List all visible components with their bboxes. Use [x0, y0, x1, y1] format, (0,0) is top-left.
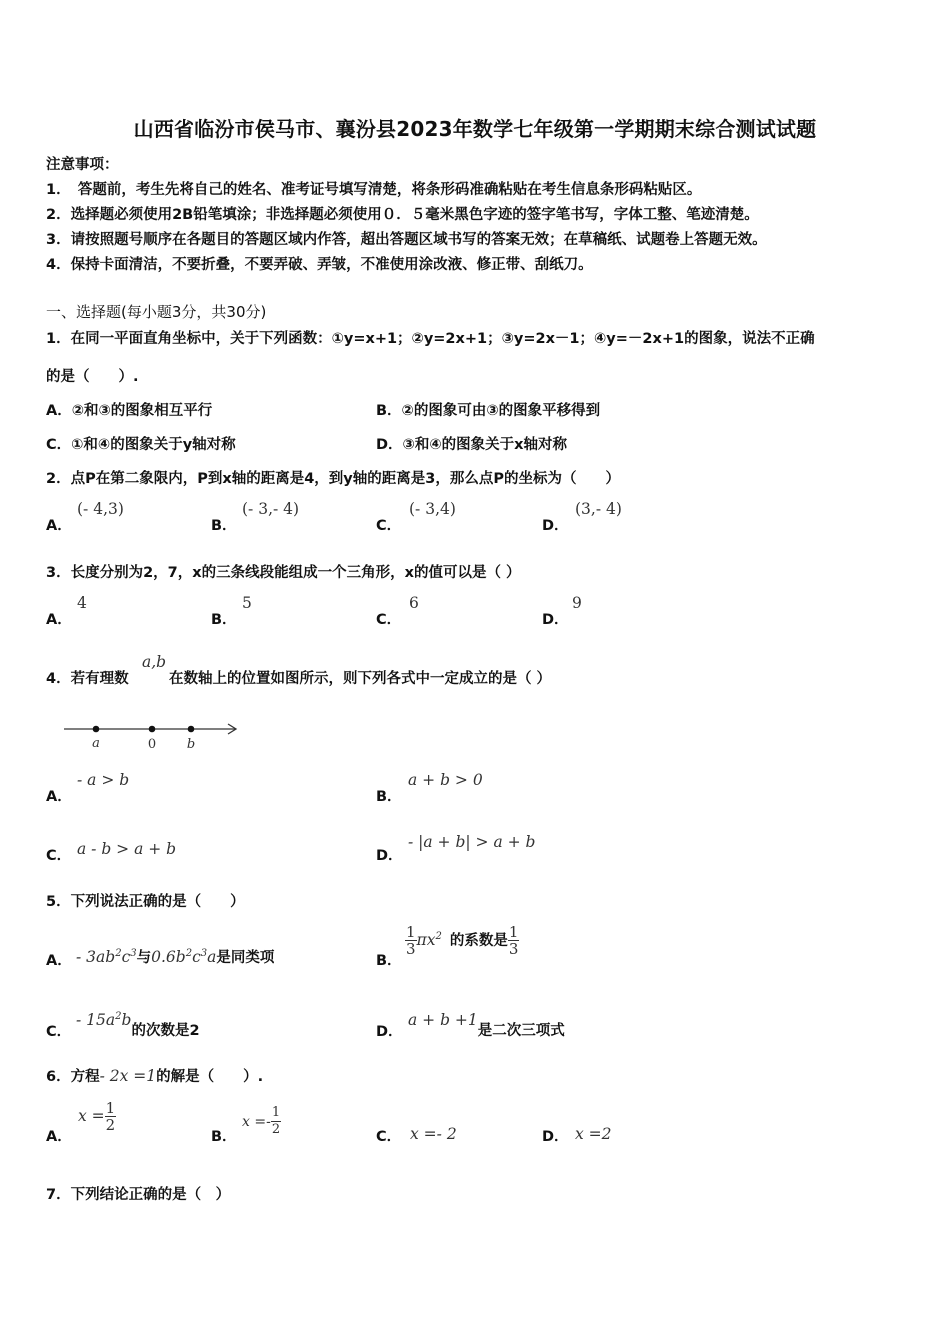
expr-pi-x2: $\pi x^2$ [416, 930, 442, 949]
q6-label-a: A． [46, 1129, 72, 1145]
expr-06b2c3a: $0.6b^2c^3a$ [151, 947, 217, 966]
q6-option-d: x =2 [575, 1125, 612, 1143]
q4-stem-variables: a,b [142, 653, 167, 671]
note-item: 2．选择题必须使用2B铅笔填涂；非选择题必须使用０．５毫米黑色字迹的签字笔书写，字体工整、笔迹清楚。 [46, 207, 759, 223]
q3-stem: 3．长度分别为2，7，x的三条线段能组成一个三角形，x的值可以是（ ） [46, 565, 521, 581]
q2-label-c: C． [376, 518, 402, 534]
q5-label-d: D． [376, 1024, 403, 1040]
q3-option-a: 4 [77, 594, 87, 612]
q6-option-a: x = $\frac{1}{2}$ [78, 1099, 116, 1134]
q2-label-a: A． [46, 518, 72, 534]
q1-stem-line2: 的是（ ）. [46, 369, 139, 385]
q3-option-c: 6 [409, 594, 419, 612]
fraction-one-half: $\frac{1}{2}$ [105, 1099, 116, 1134]
q2-option-b: (- 3,- 4) [242, 500, 300, 518]
q4-stem-prefix: 4．若有理数 [46, 671, 129, 687]
fraction-one-half: $\frac{1}{2}$ [271, 1105, 281, 1137]
q6-label-b: B． [211, 1129, 237, 1145]
q6-option-c: x =- 2 [410, 1125, 457, 1143]
q6-option-b: x =- $\frac{1}{2}$ [242, 1105, 281, 1137]
note-item: 4．保持卡面清洁，不要折叠，不要弄破、弄皱，不准使用涂改液、修正带、刮纸刀。 [46, 257, 593, 273]
q3-label-a: A． [46, 612, 72, 628]
q2-stem: 2．点P在第二象限内，P到x轴的距离是4，到y轴的距离是3，那么点P的坐标为（ ） [46, 471, 620, 487]
q5-stem: 5．下列说法正确的是（ ） [46, 894, 245, 910]
q4-label-c: C． [46, 848, 72, 864]
q3-label-c: C． [376, 612, 402, 628]
q4-option-a: - a > b [77, 771, 130, 789]
q5-option-c: - $15a^2b$的次数是2 [76, 1010, 200, 1039]
q6-label-d: D． [542, 1129, 569, 1145]
label-b: b [186, 737, 196, 752]
q5-label-b: B． [376, 953, 402, 969]
note-item: 3．请按照题号顺序在各题目的答题区域内作答，超出答题区域书写的答案无效；在草稿纸、试题卷上答题无效。 [46, 232, 767, 248]
q3-option-b: 5 [242, 594, 252, 612]
note-item: 1． 答题前，考生先将自己的姓名、准考证号填写清楚，将条形码准确粘贴在考生信息条形码粘贴区。 [46, 182, 702, 198]
fraction-one-third: $\frac{1}{3}$ [508, 923, 519, 958]
notes-heading: 注意事项： [46, 157, 119, 173]
q7-stem: 7．下列结论正确的是（ ） [46, 1187, 231, 1203]
q5-option-a: - $3ab^2c^3$与$0.6b^2c^3a$是同类项 [76, 947, 275, 966]
q1-option-c: C．①和④的图象关于y轴对称 [46, 437, 236, 453]
q6-label-c: C． [376, 1129, 402, 1145]
q2-label-d: D． [542, 518, 569, 534]
q5-option-b: $\frac{1}{3}$ $\pi x^2$ 的系数是 $\frac{1}{3}$ [406, 923, 519, 958]
number-line [60, 716, 250, 756]
expr-3ab2c3: - $3ab^2c^3$ [76, 947, 137, 966]
q2-option-d: (3,- 4) [575, 500, 622, 518]
q4-stem-suffix: 在数轴上的位置如图所示，则下列各式中一定成立的是（ ） [169, 671, 552, 687]
page-title: 山西省临汾市侯马市、襄汾县2023年数学七年级第一学期期末综合测试试题 [133, 117, 817, 141]
q5-label-a: A． [46, 953, 72, 969]
q1-option-d: D．③和④的图象关于x轴对称 [376, 437, 567, 453]
q5-label-c: C． [46, 1024, 72, 1040]
point-zero [149, 726, 156, 733]
q3-label-b: B． [211, 612, 237, 628]
q1-option-b: B．②的图象可由③的图象平移得到 [376, 403, 601, 419]
q4-option-c: a - b > a + b [77, 840, 177, 858]
expr-15a2b: - $15a^2b$ [76, 1010, 132, 1029]
q4-option-b: a + b > 0 [408, 771, 483, 789]
q2-option-c: (- 3,4) [409, 500, 456, 518]
point-a [93, 726, 100, 733]
q4-label-b: B． [376, 789, 402, 805]
q3-label-d: D． [542, 612, 569, 628]
q5-option-d: a + b +1是二次三项式 [408, 1011, 565, 1039]
q6-stem: 6．方程- 2x =1的解是（ ）. [46, 1067, 264, 1085]
fraction-one-third: $\frac{1}{3}$ [406, 923, 416, 958]
label-a: a [92, 736, 100, 751]
point-b [188, 726, 195, 733]
label-zero: 0 [147, 737, 157, 752]
q1-option-a: A．②和③的图象相互平行 [46, 403, 213, 419]
q3-option-d: 9 [572, 594, 582, 612]
q2-option-a: (- 4,3) [77, 500, 124, 518]
q4-option-d: - |a + b| > a + b [408, 833, 536, 851]
q1-stem-line1: 1．在同一平面直角坐标中，关于下列函数：①y=x+1；②y=2x+1；③y=2x－1；④y=－2x+1的图象，说法不正确 [46, 331, 815, 347]
q4-label-a: A． [46, 789, 72, 805]
q4-label-d: D． [376, 848, 403, 864]
section-heading: 一、选择题(每小题3分，共30分) [46, 303, 267, 321]
q2-label-b: B． [211, 518, 237, 534]
